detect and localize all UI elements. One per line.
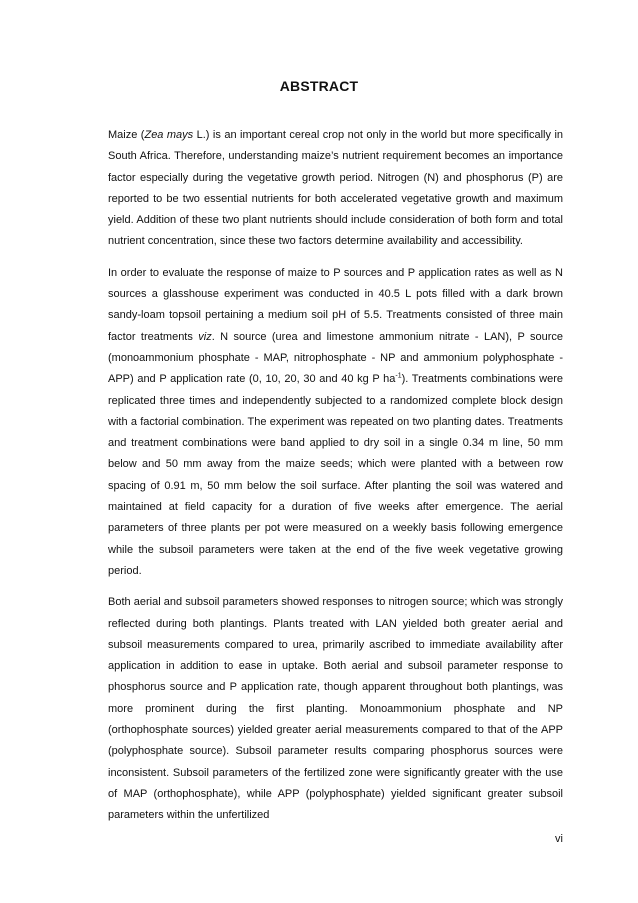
page-number: vi (555, 833, 563, 845)
paragraph-2-viz: viz (198, 330, 212, 343)
paragraph-2 (108, 263, 563, 582)
paragraph-1-species-name: Zea mays (144, 129, 194, 141)
paragraph-2-text-a: In order to evaluate the response of maize to P sources and P application rates as well as N sources a glasshouse experiment was conducted in 40.5 L pots filled with a dark brown sandy-loam topsoil pertaining a medium soil pH of 5.5. Treatments consisted of three main factor treatments (108, 266, 563, 343)
paragraph-1-text-c: L.) is an important cereal crop not only in the world but more specifically in South Africa. Therefore, understanding maize’s nutrient requirement becomes an importance factor especially during the vegetative growth period. Nitrogen (N) and phosphorus (P) are reported to be two essential nutrients for both accelerated vegetative growth and maximum yield. Addition of these two plant nutrients should include consideration of both form and total nutrient concentration, since these two factors determine availability and accessibility. (108, 129, 564, 248)
paragraph-2-superscript: -1 (395, 372, 402, 380)
paragraph-3: Both aerial and subsoil parameters showed responses to nitrogen source; which was strongly reflected during both plantings. Plants treated with LAN yielded both greater aerial and subsoil measurements compared to urea, primarily ascribed to immediate availability after application in addition to ease in uptake. Both aerial and subsoil parameter response to phosphorus source and P application rate, though apparent throughout both plantings, was more prominent during the first planting. Monoammonium phosphate and NP (orthophosphate sources) yielded greater aerial measurements compared to that of the APP (polyphosphate source). Subsoil parameter results comparing phosphorus sources were inconsistent. Subsoil parameters of the fertilized zone were significantly greater with the use of MAP (orthophosphate), while APP (polyphosphate) yielded significant greater subsoil parameters within the unfertilized (108, 596, 563, 822)
paragraph-2-text-c: . N source (urea and limestone ammonium nitrate - LAN), P source (monoammonium phosphate - MAP, nitrophosphate - NP and ammonium polyphosphate - APP) and P application rate (0, 10, 20, 30 and 40 kg P ha (108, 330, 563, 386)
abstract-body (108, 125, 563, 837)
page-title: ABSTRACT (279, 78, 359, 94)
paragraph-1-text-a: Maize ( (108, 129, 145, 141)
paragraph-2-text-d: ). Treatments combinations were replicated three times and independently subjected to a randomized complete block design with a factorial combination. The experiment was repeated on two planting dates. Treatments and treatment combinations were band applied to dry soil in a single 0.34 m line, 50 mm below and 50 mm away from the maize seeds; which were planted with a between row spacing of 0.91 m, 50 mm below the soil surface. After planting the soil was watered and maintained at field capacity for a duration of five weeks after emergence. The aerial parameters of three plants per pot were measured on a weekly basis following emergence while the subsoil parameters were taken at the end of the five week vegetative growing period. (108, 373, 563, 577)
paragraph-1 (108, 125, 563, 253)
